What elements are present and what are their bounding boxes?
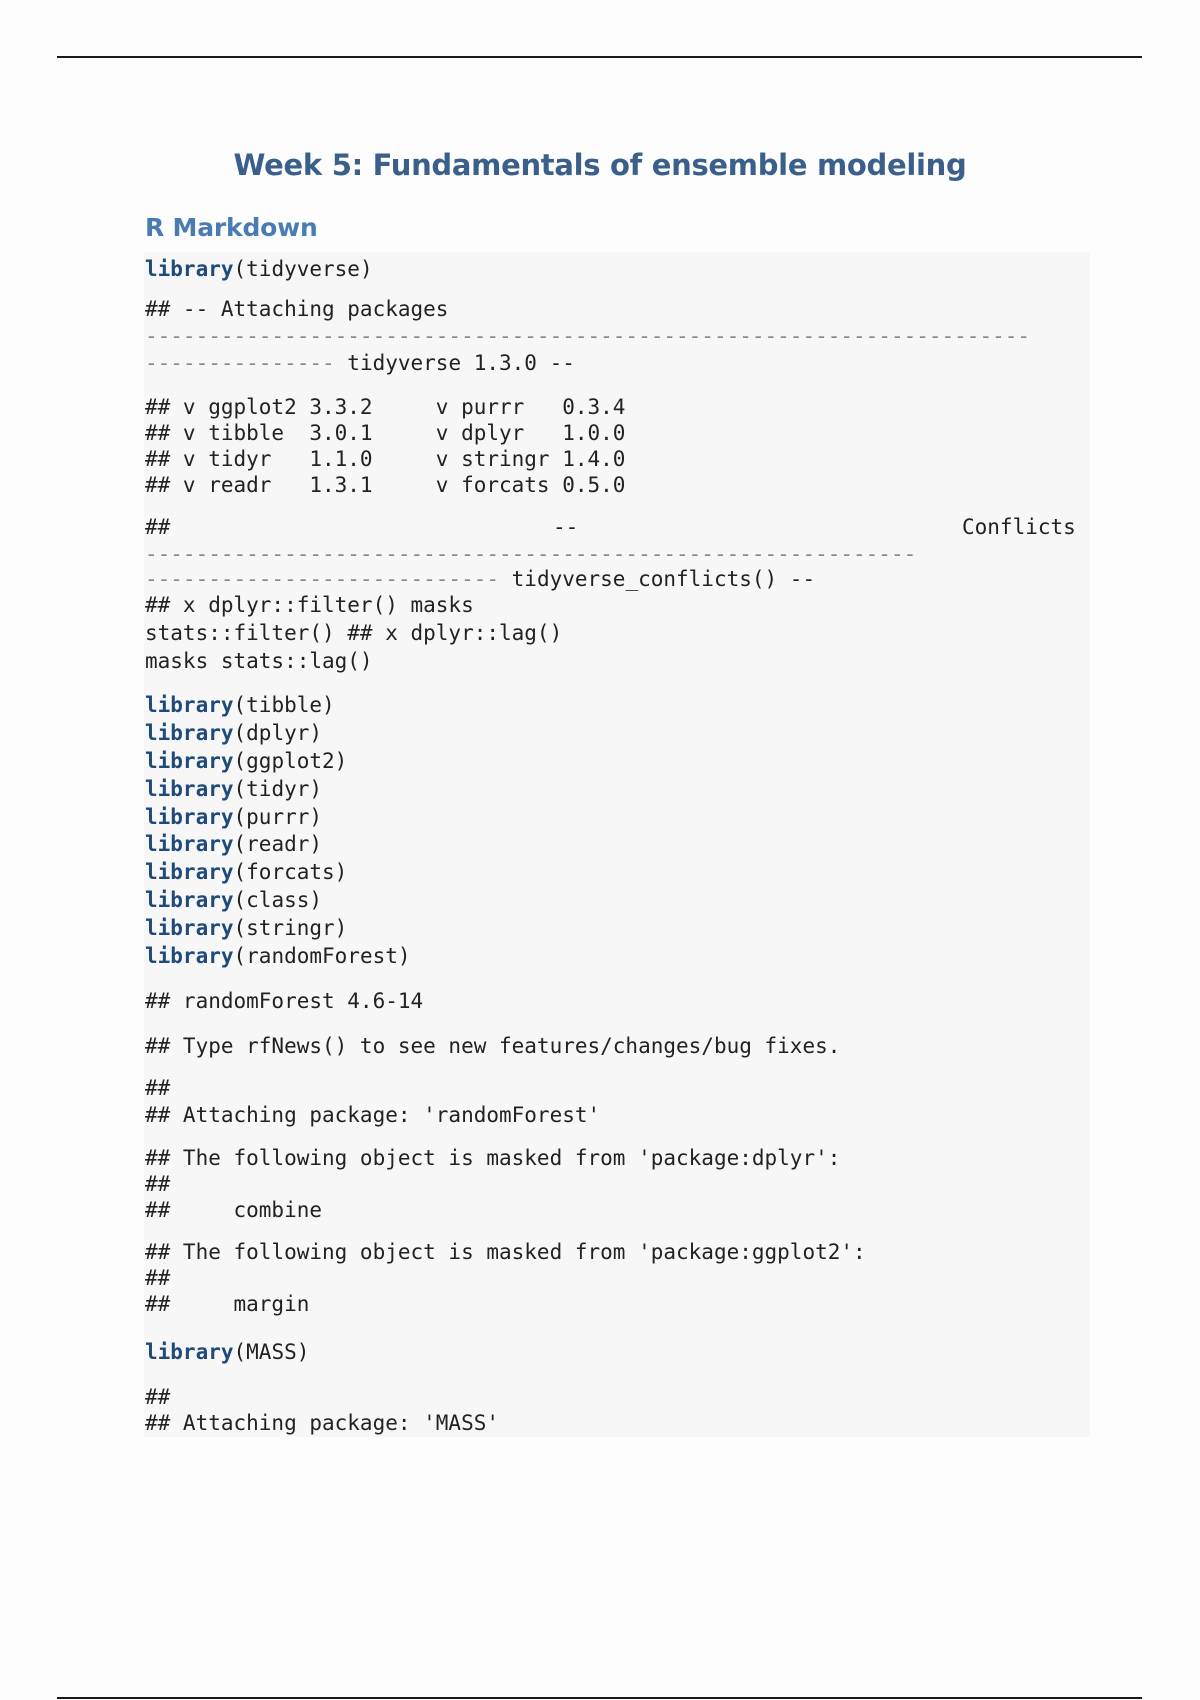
output-conflicts-fn-line xyxy=(145,566,815,592)
library-keyword: library xyxy=(145,860,234,884)
header-rule xyxy=(57,56,1142,58)
output-rf-version: ## randomForest 4.6-14 xyxy=(145,989,424,1013)
footer-rule xyxy=(57,1697,1142,1699)
output-conflict-row: stats::filter() ## x dplyr::lag() xyxy=(145,621,563,645)
library-arg: (tibble) xyxy=(233,693,335,717)
code-line-library xyxy=(145,776,322,802)
library-arg: (class) xyxy=(233,888,323,912)
library-arg: (stringr) xyxy=(233,916,348,940)
code-line-library xyxy=(145,915,347,941)
output-conflicts-label: Conflicts xyxy=(962,515,1076,539)
library-arg: (forcats) xyxy=(233,860,348,884)
output-conflict-row: masks stats::lag() xyxy=(145,649,373,673)
page-title: Week 5: Fundamentals of ensemble modeling xyxy=(233,148,967,182)
code-line-library-mass xyxy=(145,1339,309,1365)
output-hash-line: ## xyxy=(145,1172,171,1196)
output-dash-prefix: ---------------------------- xyxy=(145,567,512,591)
library-arg: (tidyr) xyxy=(233,777,323,801)
library-keyword: library xyxy=(145,1340,234,1364)
output-mask-ggplot2: ## The following object is masked from 'package:ggplot2': xyxy=(145,1240,866,1264)
library-arg: (ggplot2) xyxy=(233,749,348,773)
output-package-row: ## v tidyr 1.1.0 v stringr 1.4.0 xyxy=(145,447,626,471)
output-conflicts-dashes: -- xyxy=(553,515,579,539)
output-mass-attach: ## Attaching package: 'MASS' xyxy=(145,1411,500,1435)
library-arg: (MASS) xyxy=(233,1340,310,1364)
output-attaching-packages: ## -- Attaching packages xyxy=(145,297,449,321)
output-dash-prefix: --------------- xyxy=(145,351,348,375)
library-keyword: library xyxy=(145,749,234,773)
library-keyword: library xyxy=(145,832,234,856)
output-conflicts-hash: ## xyxy=(145,515,171,539)
library-keyword: library xyxy=(145,721,234,745)
code-line-library xyxy=(145,943,411,969)
code-line-library xyxy=(145,720,322,746)
section-heading: R Markdown xyxy=(145,213,318,242)
library-keyword: library xyxy=(145,805,234,829)
output-hash-line: ## xyxy=(145,1385,171,1409)
library-keyword: library xyxy=(145,888,234,912)
library-keyword: library xyxy=(145,257,234,281)
output-masked-object: ## combine xyxy=(145,1198,323,1222)
output-rf-news: ## Type rfNews() to see new features/changes/bug fixes. xyxy=(145,1034,841,1058)
output-conflict-row: ## x dplyr::filter() masks xyxy=(145,593,474,617)
library-arg: (purrr) xyxy=(233,805,323,829)
output-package-row: ## v ggplot2 3.3.2 v purrr 0.3.4 xyxy=(145,395,626,419)
library-keyword: library xyxy=(145,777,234,801)
code-line-library xyxy=(145,804,322,830)
library-keyword: library xyxy=(145,693,234,717)
output-dash-rule: ------------------------------------------------------------- xyxy=(145,542,917,566)
output-dash-rule: ---------------------------------------------------------------------- xyxy=(145,324,1031,348)
library-arg: (readr) xyxy=(233,832,323,856)
code-line-library xyxy=(145,831,322,857)
code-line-library-tidyverse xyxy=(145,256,373,282)
output-tidyverse-version-line xyxy=(145,350,575,376)
output-package-row: ## v readr 1.3.1 v forcats 0.5.0 xyxy=(145,473,626,497)
output-rf-attach: ## Attaching package: 'randomForest' xyxy=(145,1103,601,1127)
output-package-row: ## v tibble 3.0.1 v dplyr 1.0.0 xyxy=(145,421,626,445)
library-keyword: library xyxy=(145,916,234,940)
output-hash-line: ## xyxy=(145,1076,171,1100)
code-line-library xyxy=(145,748,347,774)
output-conflicts-fn: tidyverse_conflicts() -- xyxy=(511,567,816,591)
output-hash-line: ## xyxy=(145,1266,171,1290)
code-line-library xyxy=(145,859,347,885)
library-keyword: library xyxy=(145,944,234,968)
code-line-library xyxy=(145,887,322,913)
library-arg: (dplyr) xyxy=(233,721,323,745)
code-line-library xyxy=(145,692,335,718)
library-arg: (randomForest) xyxy=(233,944,411,968)
output-tidyverse-version: tidyverse 1.3.0 -- xyxy=(347,351,575,375)
output-masked-object: ## margin xyxy=(145,1292,310,1316)
library-arg: (tidyverse) xyxy=(233,257,373,281)
output-mask-dplyr: ## The following object is masked from 'package:dplyr': xyxy=(145,1146,841,1170)
